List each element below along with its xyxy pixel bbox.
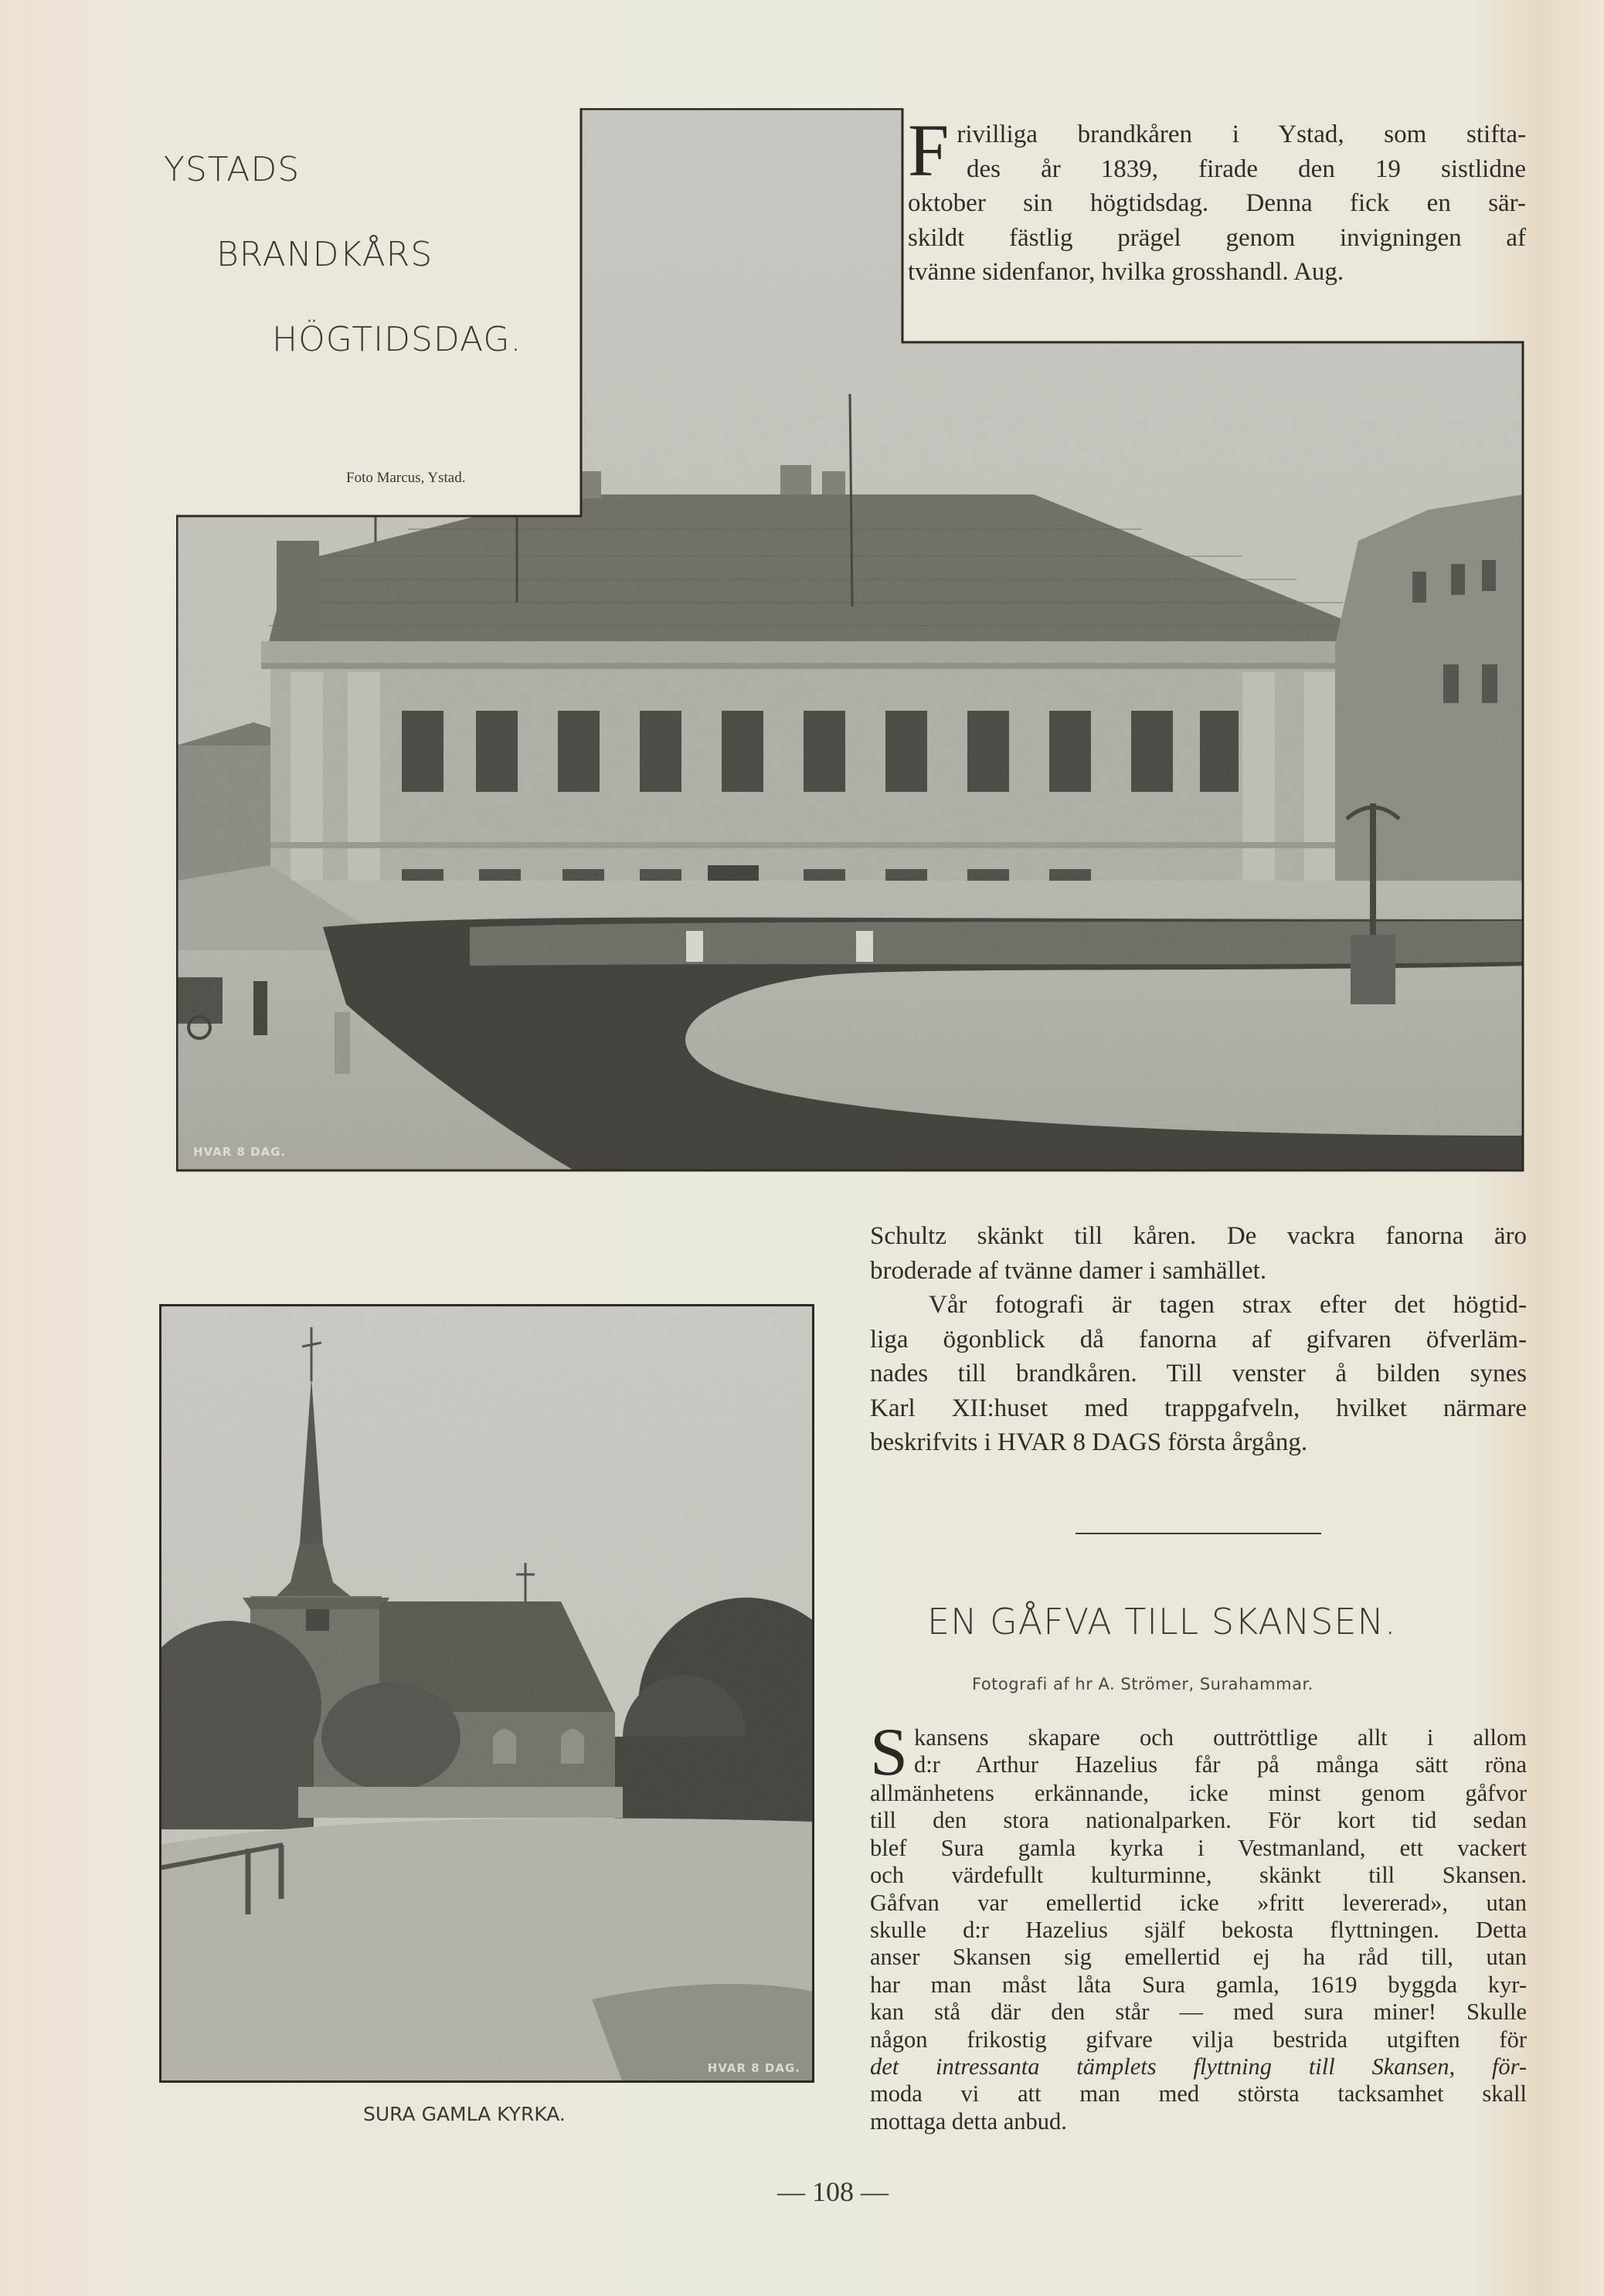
text-line: rivilliga brandkåren i Ystad, som stifta- <box>957 121 1526 148</box>
dropcap-f: F <box>908 109 950 192</box>
text-line: Gåfvan var emellertid icke »fritt levererad», utan <box>870 1889 1527 1916</box>
text-line: moda vi att man med största tacksamhet skall <box>870 2080 1527 2107</box>
text-line: någon frikostig gifvare vilja bestrida utgiften för <box>870 2026 1527 2053</box>
article2-body <box>870 1715 1527 2135</box>
text-line: beskrifvits i HVAR 8 DAGS första årgång. <box>870 1428 1308 1456</box>
text-line: allmänhetens erkännande, icke minst genom gåfvor <box>870 1780 1527 1806</box>
text-line: skulle d:r Hazelius själf bekosta flyttningen. Detta <box>870 1917 1527 1944</box>
church-photo-caption: SURA GAMLA KYRKA. <box>363 2103 566 2125</box>
dropcap-s: S <box>870 1715 908 1790</box>
photo-credit: Foto Marcus, Ystad. <box>346 470 466 486</box>
text-line: kan stå där den står — med sura miner! Skulle <box>870 1999 1527 2026</box>
text-line: anser Skansen sig emellertid ej ha råd till, utan <box>870 1944 1527 1971</box>
text-line: har man måst låta Sura gamla, 1619 byggda kyr- <box>870 1971 1527 1998</box>
text-line: d:r Arthur Hazelius får på många sätt röna <box>913 1751 1527 1778</box>
text-line: oktober sin högtidsdag. Denna fick en sär- <box>908 189 1526 217</box>
text-line: broderade af tvänne damer i samhället. <box>870 1256 1267 1285</box>
text-line: mottaga detta anbud. <box>870 2107 1067 2135</box>
text-line: blef Sura gamla kyrka i Vestmanland, ett vackert <box>870 1834 1527 1861</box>
article1-intro <box>908 109 1526 290</box>
article2-title: EN GÅFVA TILL SKANSEN. <box>927 1601 1397 1642</box>
text-line: des år 1839, firade den 19 sistlidne <box>967 155 1526 183</box>
section-divider <box>1076 1533 1321 1534</box>
text-line: liga ögonblick då fanorna af gifvaren öfverläm- <box>870 1325 1527 1353</box>
text-line: Vår fotografi är tagen strax efter det högtid- <box>929 1291 1527 1319</box>
text-line: det intressanta tämplets flyttning till Skansen, för- <box>870 2053 1527 2080</box>
page-number: — 108 — <box>777 2176 889 2207</box>
church-photo-watermark: HVAR 8 DAG. <box>707 2061 800 2075</box>
text-line: och värdefullt kulturminne, skänkt till Skansen. <box>870 1862 1527 1889</box>
church-illustration <box>159 1304 814 2083</box>
text-line: till den stora nationalparken. För kort tid sedan <box>870 1807 1527 1834</box>
text-line: kansens skapare och outtröttlige allt i allom <box>913 1724 1527 1751</box>
photo-watermark: HVAR 8 DAG. <box>193 1145 287 1159</box>
article1-title-line-1: YSTADS <box>164 150 301 189</box>
text-line: Schultz skänkt till kåren. De vackra fanorna äro <box>870 1222 1527 1250</box>
text-line: nades till brandkåren. Till venster å bilden synes <box>870 1360 1527 1387</box>
text-line: skildt fästlig prägel genom invigningen af <box>908 223 1526 252</box>
sura-church-photo <box>159 1304 814 2083</box>
text-line: tvänne sidenfanor, hvilka grosshandl. Aug. <box>908 258 1344 286</box>
article2-photo-credit: Fotografi af hr A. Strömer, Surahammar. <box>972 1675 1313 1693</box>
article1-continuation <box>870 1219 1527 1460</box>
article1-title-line-2: BRANDKÅRS <box>216 235 433 274</box>
article1-title-line-3: HÖGTIDSDAG. <box>272 320 522 359</box>
text-line: Karl XII:huset med trappgafveln, hvilket närmare <box>870 1394 1527 1422</box>
